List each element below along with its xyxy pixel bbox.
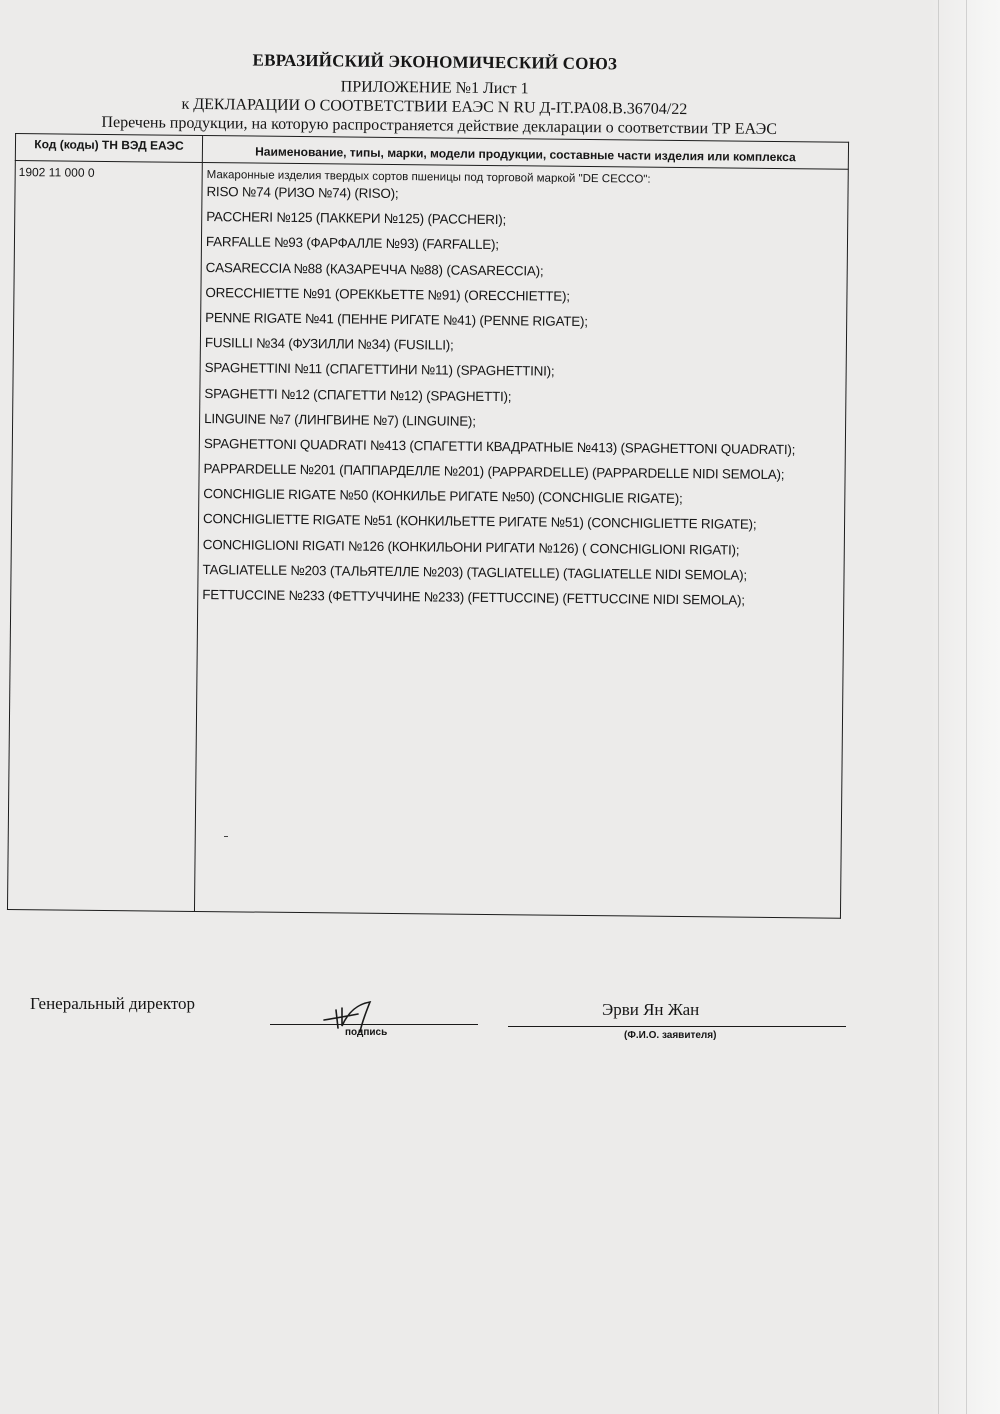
list-item: PAPPARDELLE №201 (ПАППАРДЕЛЛЕ №201) (PAPPARDELLE) (PAPPARDELLE NIDI SEMOLA); — [203, 461, 785, 483]
name-caption: (Ф.И.О. заявителя) — [624, 1030, 717, 1041]
signature-caption: подпись — [345, 1027, 388, 1038]
list-item: RISO №74 (РИЗО №74) (RISO); — [206, 184, 399, 202]
appendix-line: ПРИЛОЖЕНИЕ №1 Лист 1 — [340, 78, 529, 98]
list-item: FUSILLI №34 (ФУЗИЛЛИ №34) (FUSILLI); — [204, 335, 454, 353]
declaration-line: к ДЕКЛАРАЦИИ О СООТВЕТСТВИИ ЕАЭС N RU Д-IT.РА08.В.36704/22 — [181, 95, 688, 119]
list-item: PENNE RIGATE №41 (ПЕННЕ РИГАТЕ №41) (PENNE RIGATE); — [205, 309, 588, 329]
list-item: ORECCHIETTE №91 (ОРЕККЬЕТТЕ №91) (ORECCHIETTE); — [205, 284, 570, 304]
name-line — [508, 1026, 846, 1027]
list-item: CONCHIGLIE RIGATE №50 (КОНКИЛЬЕ РИГАТЕ №50) (CONCHIGLIE RIGATE); — [203, 486, 683, 507]
list-item: SPAGHETTONI QUADRATI №413 (СПАГЕТТИ КВАДРАТНЫЕ №413) (SPAGHETTONI QUADRATI); — [203, 435, 796, 458]
products-intro: Макаронные изделия твердых сортов пшеницы под торговой маркой "DE CECCO": — [206, 169, 651, 186]
signature-line — [270, 1024, 478, 1025]
list-item: FETTUCCINE №233 (ФЕТТУЧЧИНЕ №233) (FETTUCCINE) (FETTUCCINE NIDI SEMOLA); — [202, 587, 745, 608]
list-item: FARFALLE №93 (ФАРФАЛЛЕ №93) (FARFALLE); — [205, 234, 499, 253]
list-item: LINGUINE №7 (ЛИНГВИНЕ №7) (LINGUINE); — [204, 410, 476, 429]
list-item: TAGLIATELLE №203 (ТАЛЬЯТЕЛЛЕ №203) (TAGLIATELLE) (TAGLIATELLE NIDI SEMOLA); — [202, 561, 748, 583]
list-item: CASARECCIA №88 (КАЗАРЕЧЧА №88) (CASARECCIA); — [205, 259, 544, 279]
list-item: CONCHIGLIONI RIGATI №126 (КОНКИЛЬОНИ РИГАТИ №126) ( CONCHIGLIONI RIGATI); — [202, 536, 740, 558]
list-item: SPAGHETTINI №11 (СПАГЕТТИНИ №11) (SPAGHETTINI); — [204, 360, 555, 379]
name-column-header: Наименование, типы, марки, модели продукции, составные части изделия или комплекса — [202, 135, 848, 169]
applicant-name: Эрви Ян Жан — [602, 1000, 700, 1019]
list-item: SPAGHETTI №12 (СПАГЕТТИ №12) (SPAGHETTI); — [204, 385, 512, 404]
hs-code-cell: 1902 11 000 0 — [7, 161, 202, 912]
scope-line: Перечень продукции, на которую распространяется действие декларации о соответствии ТР ЕАЭС — [101, 113, 778, 138]
list-item: PACCHERI №125 (ПАККЕРИ №125) (PACCHERI); — [206, 209, 507, 228]
union-title: ЕВРАЗИЙСКИЙ ЭКОНОМИЧЕСКИЙ СОЮЗ — [252, 50, 618, 74]
code-column-header: Код (коды) ТН ВЭД ЕАЭС — [15, 134, 202, 163]
list-item: CONCHIGLIETTE RIGATE №51 (КОНКИЛЬЕТТЕ РИГАТЕ №51) (CONCHIGLIETTE RIGATE); — [203, 511, 757, 533]
position-label: Генеральный директор — [30, 994, 196, 1013]
